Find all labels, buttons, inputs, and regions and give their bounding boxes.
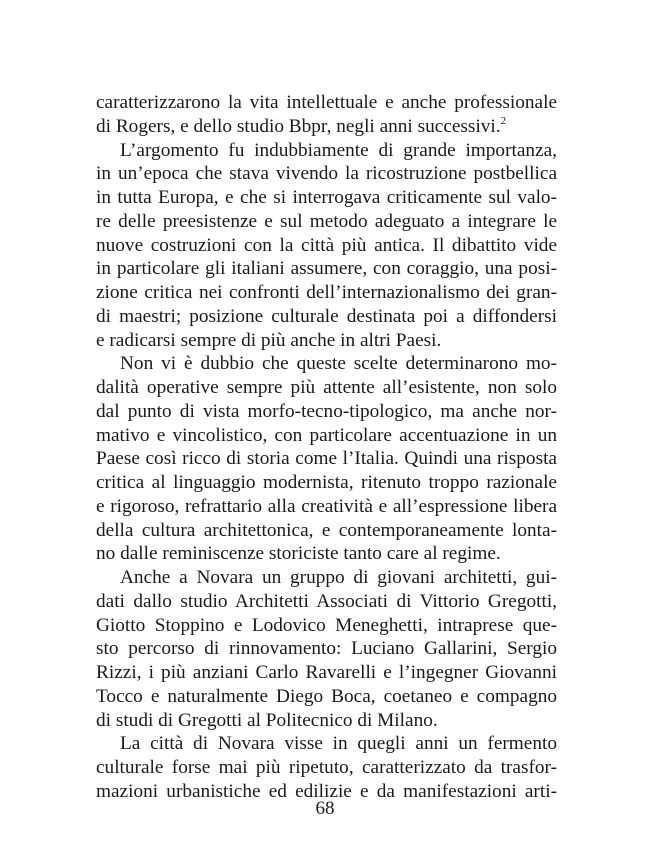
text-line-content: di Rogers, e dello studio Bbpr, negli anni successivi. <box>96 115 501 137</box>
paragraph <box>96 139 557 353</box>
footnote-marker[interactable]: 2 <box>500 114 507 127</box>
body-text <box>96 91 557 804</box>
text-line: re delle preesistenze e sul metodo adeguato a integrare le <box>96 210 557 232</box>
text-line: culturale forse mai più ripetuto, caratterizzato da trasfor- <box>96 757 557 778</box>
text-line: dal punto di vista morfo-tecno-tipologico, ma anche nor- <box>96 400 557 422</box>
text-line: Rizzi, i più anziani Carlo Ravarelli e l’ingegner Giovanni <box>96 662 557 683</box>
text-line: dati dallo studio Architetti Associati di Vittorio Gregotti, <box>96 590 557 612</box>
paragraph <box>96 91 557 139</box>
text-line: no dalle reminiscenze storiciste tanto care al regime. <box>96 543 501 565</box>
text-line: La città di Novara visse in quegli anni un fermento <box>120 733 557 755</box>
text-line: L’argomento fu indubbiamente di grande importanza, <box>120 139 557 161</box>
text-line: zione critica nei confronti dell’internazionalismo dei gran- <box>96 282 557 303</box>
text-line: sto percorso di rinnovamento: Luciano Gallarini, Sergio <box>96 638 557 660</box>
text-line: di maestri; posizione culturale destinata poi a diffondersi <box>96 305 557 327</box>
text-line: in tutta Europa, e che si interrogava criticamente sul valo- <box>96 187 557 208</box>
text-line: e rigoroso, refrattario alla creatività e all’espressione libera <box>96 495 557 517</box>
text-line: caratterizzarono la vita intellettuale e anche professionale <box>96 92 557 113</box>
text-line: in un’epoca che stava vivendo la ricostruzione postbellica <box>96 163 557 185</box>
text-line: in particolare gli italiani assumere, con coraggio, una posi- <box>96 258 557 280</box>
text-line: nuove costruzioni con la città più antica. Il dibattito vide <box>96 234 557 256</box>
text-line: e radicarsi sempre di più anche in altri Paesi. <box>96 329 442 351</box>
text-line: Non vi è dubbio che queste scelte determinarono mo- <box>120 353 557 375</box>
text-line: Anche a Novara un gruppo di giovani architetti, gui- <box>120 567 557 588</box>
text-line: dalità operative sempre più attente all’esistente, non solo <box>96 377 557 398</box>
text-line: Tocco e naturalmente Diego Boca, coetaneo e compagno <box>96 685 557 707</box>
text-line: Giotto Stoppino e Lodovico Meneghetti, intraprese que- <box>96 614 557 636</box>
text-line-with-footnote <box>96 115 557 139</box>
paragraph <box>96 566 557 732</box>
text-line: di studi di Gregotti al Politecnico di Milano. <box>96 709 438 731</box>
text-line: della cultura architettonica, e contemporaneamente lonta- <box>96 519 557 541</box>
text-line: mazioni urbanistiche ed edilizie e da manifestazioni arti- <box>96 780 557 802</box>
text-line: mativo e vincolistico, con particolare accentuazione in un <box>96 424 557 446</box>
paragraph <box>96 732 557 803</box>
text-line: Paese così ricco di storia come l’Italia. Quindi una risposta <box>96 448 557 470</box>
text-line: critica al linguaggio modernista, ritenuto troppo razionale <box>96 472 557 493</box>
page-number: 68 <box>315 798 335 819</box>
paragraph <box>96 352 557 566</box>
